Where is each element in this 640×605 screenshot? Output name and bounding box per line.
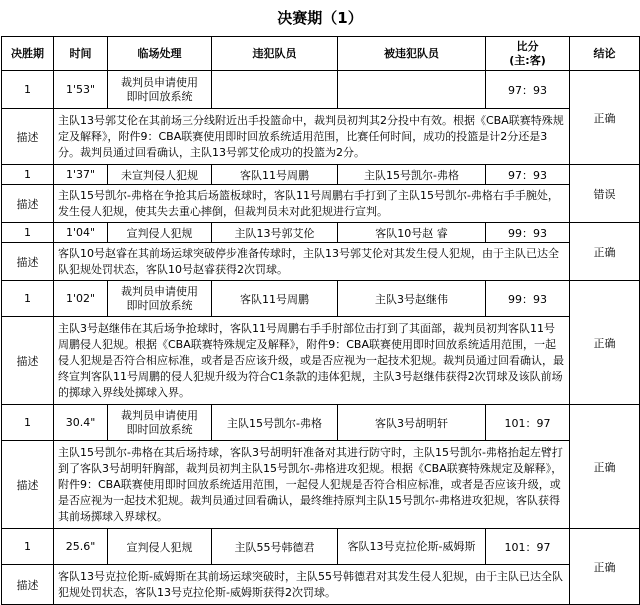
offender-cell: 主队13号郭艾伦	[212, 223, 338, 243]
header-score: 比分 (主:客)	[486, 37, 570, 71]
score-cell: 101：97	[486, 529, 570, 565]
description-row	[2, 109, 640, 165]
verdict-cell: 错误	[570, 165, 640, 223]
handling-cell: 宣判侵人犯规	[108, 223, 212, 243]
header-period: 决胜期	[2, 37, 54, 71]
description-text: 客队13号克拉伦斯-威姆斯在其前场运球突破时，主队55号韩德君对其发生侵人犯规，由于主队已达全队犯规处罚状态，客队13号克拉伦斯-威姆斯获得2次罚球。	[54, 565, 570, 605]
table-row	[2, 529, 640, 565]
description-label: 描述	[2, 317, 54, 405]
victim-cell: 客队10号赵 睿	[338, 223, 486, 243]
score-cell: 97：93	[486, 71, 570, 109]
offender-cell: 主队55号韩德君	[212, 529, 338, 565]
header-time: 时间	[54, 37, 108, 71]
description-row	[2, 441, 640, 529]
header-verdict: 结论	[570, 37, 640, 71]
victim-cell: 主队15号凯尔-弗格	[338, 165, 486, 185]
offender-cell: 客队11号周鹏	[212, 165, 338, 185]
description-row	[2, 565, 640, 605]
verdict-cell: 正确	[570, 529, 640, 605]
table-row	[2, 405, 640, 441]
score-cell: 99：93	[486, 281, 570, 317]
time-cell: 1'02"	[54, 281, 108, 317]
score-cell: 97：93	[486, 165, 570, 185]
description-text: 主队13号郭艾伦在其前场三分线附近出手投篮命中，裁判员初判其2分投中有效。根据《CBA联赛特殊规定及解释》，附件9：CBA联赛使用即时回放系统适用范围，比赛任何时间，成功的投篮是计2分还是3分。裁判员通过回看确认，主队13号郭艾伦成功的投篮为2分。	[54, 109, 570, 165]
period-cell: 1	[2, 281, 54, 317]
header-handling: 临场处理	[108, 37, 212, 71]
verdict-cell: 正确	[570, 281, 640, 405]
victim-cell	[338, 71, 486, 109]
header-victim: 被违犯队员	[338, 37, 486, 71]
table-row	[2, 165, 640, 185]
period-cell: 1	[2, 405, 54, 441]
verdict-cell: 正确	[570, 405, 640, 529]
handling-cell: 未宣判侵人犯规	[108, 165, 212, 185]
description-text: 主队15号凯尔-弗格在其后场持球，客队3号胡明轩准备对其进行防守时，主队15号凯尔-弗格抬起左臂打到了客队3号胡明轩胸部，裁判员初判主队15号凯尔-弗格进攻犯规。根据《CBA联赛特殊规定及解释》，附件9：CBA联赛使用即时回放系统适用范围，一起侵人犯规是否符合相应标准，或者是否应该升级，或是否应视为一起技术犯规。裁判员通过回看确认，最终维持原判主队15号凯尔-弗格进攻犯规，客队获得其前场掷球入界球权。	[54, 441, 570, 529]
description-label: 描述	[2, 243, 54, 281]
verdict-cell: 正确	[570, 71, 640, 165]
table-row	[2, 71, 640, 109]
verdict-cell: 正确	[570, 223, 640, 281]
score-cell: 101：97	[486, 405, 570, 441]
period-cell: 1	[2, 71, 54, 109]
description-label: 描述	[2, 441, 54, 529]
time-cell: 25.6"	[54, 529, 108, 565]
time-cell: 1'04"	[54, 223, 108, 243]
period-cell: 1	[2, 223, 54, 243]
description-label: 描述	[2, 185, 54, 223]
victim-cell: 客队3号胡明轩	[338, 405, 486, 441]
description-text: 客队10号赵睿在其前场运球突破停步准备传球时，主队13号郭艾伦对其发生侵人犯规，由于主队已达全队犯规处罚状态，客队10号赵睿获得2次罚球。	[54, 243, 570, 281]
description-label: 描述	[2, 109, 54, 165]
handling-cell: 裁判员申请使用 即时回放系统	[108, 405, 212, 441]
victim-cell: 主队3号赵继伟	[338, 281, 486, 317]
offender-cell	[212, 71, 338, 109]
page-title: 决赛期（1）	[277, 9, 363, 27]
handling-cell: 宣判侵人犯规	[108, 529, 212, 565]
table-row	[2, 223, 640, 243]
period-cell: 1	[2, 529, 54, 565]
time-cell: 1'37"	[54, 165, 108, 185]
review-table	[1, 36, 640, 605]
header-offender: 违犯队员	[212, 37, 338, 71]
handling-cell: 裁判员申请使用 即时回放系统	[108, 71, 212, 109]
description-row	[2, 185, 640, 223]
description-row	[2, 243, 640, 281]
description-label: 描述	[2, 565, 54, 605]
description-text: 主队3号赵继伟在其后场争抢球时，客队11号周鹏右手手肘部位击打到了其面部，裁判员初判客队11号周鹏侵人犯规。根据《CBA联赛特殊规定及解释》，附件9：CBA联赛使用即时回放系统适用范围，一起侵人犯规是否符合相应标准，或者是否应该升级，或是否应视为一起技术犯规。裁判员通过回看确认，最终宣判客队11号周鹏的侵人犯规升级为符合C1条款的违体犯规，主队3号赵继伟获得2次罚球及该队前场的掷球入界线处掷球入界。	[54, 317, 570, 405]
handling-cell: 裁判员申请使用 即时回放系统	[108, 281, 212, 317]
table-header-row	[2, 37, 640, 71]
description-row	[2, 317, 640, 405]
victim-cell: 客队13号克拉伦斯-威姆斯	[338, 529, 486, 565]
time-cell: 30.4"	[54, 405, 108, 441]
offender-cell: 客队11号周鹏	[212, 281, 338, 317]
score-cell: 99：93	[486, 223, 570, 243]
description-text: 主队15号凯尔-弗格在争抢其后场篮板球时，客队11号周鹏右手打到了主队15号凯尔-弗格右手手腕处，发生侵人犯规，使其失去重心摔倒，但裁判员未对此犯规进行宣判。	[54, 185, 570, 223]
time-cell: 1'53"	[54, 71, 108, 109]
offender-cell: 主队15号凯尔-弗格	[212, 405, 338, 441]
period-cell: 1	[2, 165, 54, 185]
table-row	[2, 281, 640, 317]
